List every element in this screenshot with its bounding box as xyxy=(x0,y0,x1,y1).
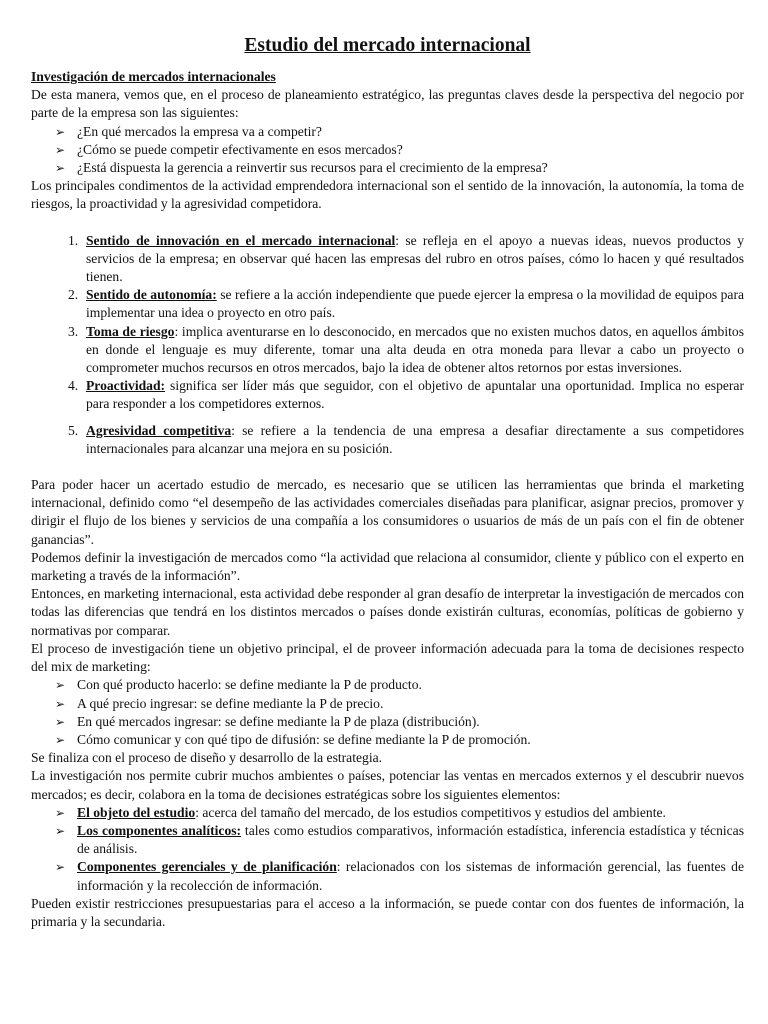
list-item: ➢ Con qué producto hacerlo: se define mediante la P de producto. xyxy=(55,676,744,694)
numbered-list xyxy=(31,232,744,458)
research-paragraph: La investigación nos permite cubrir muchos ambientes o países, potenciar las ventas en mercados externos y el descubrir nuevos mercados; es decir, colabora en la toma de decisiones estratégicas sobre los siguientes elementos: xyxy=(31,768,744,802)
term: Los componentes analíticos: xyxy=(77,822,242,838)
objective-paragraph: El proceso de investigación tiene un objetivo principal, el de proveer información adecuada para la toma de decisiones respecto del mix de marketing: xyxy=(31,640,744,675)
list-item: ➢ Cómo comunicar y con qué tipo de difusión: se define mediante la P de promoción. xyxy=(55,731,744,749)
list-item: ➢ ¿Cómo se puede competir efectivamente en esos mercados? xyxy=(55,141,744,159)
arrow-bullet-icon: ➢ xyxy=(55,696,66,711)
term: Sentido de autonomía: xyxy=(86,287,217,303)
intro-paragraph: De esta manera, vemos que, en el proceso de planeamiento estratégico, las preguntas claves desde la perspectiva del negocio por parte de la empresa son las siguientes: xyxy=(31,87,744,121)
restrictions-paragraph: Pueden existir restricciones presupuestarias para el acceso a la información, se puede contar con dos fuentes de información, la primaria y la secundaria. xyxy=(31,895,744,929)
arrow-bullet-icon: ➢ xyxy=(55,161,66,176)
list-item: ➢ El objeto del estudio: acerca del tamaño del mercado, de los estudios competitivos y estudios del ambiente. xyxy=(55,804,744,822)
term: El objeto del estudio xyxy=(77,804,196,820)
term: Toma de riesgo xyxy=(86,323,175,339)
list-item: ➢ ¿Está dispuesta la gerencia a reinvertir sus recursos para el crecimiento de la empresa? xyxy=(55,159,744,177)
arrow-bullet-icon: ➢ xyxy=(55,732,66,747)
list-item: ➢ A qué precio ingresar: se define mediante la P de precio. xyxy=(55,695,744,713)
marketing-paragraph: Para poder hacer un acertado estudio de mercado, es necesario que se utilicen las herramientas que brinda el marketing internacional, definido como “el desempeño de las actividades comerciales diseñadas para planificar, asignar precios, promover y dirigir el flujo de los bienes y servicios de una compañía a los consumidores o usuarios de más de un país con el fin de obtener ganancias”. xyxy=(31,477,744,547)
arrow-bullet-icon: ➢ xyxy=(55,823,66,838)
list-item: 2. Sentido de autonomía: se refiere a la acción independiente que puede ejercer la empresa o la movilidad de equipos para implementar una idea o proyecto en otro país. xyxy=(68,287,744,321)
arrow-bullet-icon: ➢ xyxy=(55,142,66,157)
term: Sentido de innovación en el mercado internacional xyxy=(86,232,396,248)
list-item: ➢ Los componentes analíticos: tales como estudios comparativos, información estadística, inferencia estadística y técnicas de análisis. xyxy=(55,822,744,857)
elements-list xyxy=(31,804,744,895)
arrow-bullet-icon: ➢ xyxy=(55,714,66,729)
list-item: 3. Toma de riesgo: implica aventurarse en lo desconocido, en mercados que no existen muchos datos, en aquellos ámbitos en donde el lenguaje es muy diferente, tomar una alta deuda en otra moneda para llevar a cabo un proyecto o comprometer muchos recursos en otros mercados, bajo la idea de obtener altos retornos por estas inversiones. xyxy=(68,323,744,376)
term: Proactividad: xyxy=(86,378,166,394)
term: Agresividad competitiva xyxy=(86,422,232,438)
arrow-bullet-icon: ➢ xyxy=(55,805,66,820)
list-item: 1. Sentido de innovación en el mercado internacional: se refleja en el apoyo a nuevas ideas, nuevos productos y servicios de la empresa; en observar qué hacen las empresas del rubro en otros países, cómo lo hacen y qué resultados tienen. xyxy=(68,232,744,285)
list-item: 5. Agresividad competitiva: se refiere a la tendencia de una empresa a desafiar directamente a sus competidores internacionales para alcanzar una mejora en su posición. xyxy=(68,422,744,456)
challenge-paragraph: Entonces, en marketing internacional, esta actividad debe responder al gran desafío de interpretar la investigación de mercados con todas las diferencias que tendrá en los distintos mercados o países donde existirán culturas, economías, políticas de gobierno y normativas por comparar. xyxy=(31,586,745,638)
definition-paragraph: Podemos definir la investigación de mercados como “la actividad que relaciona al consumidor, cliente y público con el experto en marketing a través de la información”. xyxy=(31,549,744,584)
strategy-paragraph: Se finaliza con el proceso de diseño y desarrollo de la estrategia. xyxy=(31,750,383,766)
list-item: ➢ Componentes gerenciales y de planificación: relacionados con los sistemas de información gerencial, las fuentes de información y la recolección de información. xyxy=(55,859,744,893)
arrow-bullet-icon: ➢ xyxy=(55,124,66,139)
arrow-bullet-icon: ➢ xyxy=(55,678,66,693)
document-content xyxy=(31,34,744,931)
condiments-paragraph: Los principales condimentos de la actividad emprendedora internacional son el sentido de la innovación, la autonomía, la toma de riesgos, la proactividad y la agresividad competidora. xyxy=(31,178,744,212)
questions-list xyxy=(31,123,744,178)
term: Componentes gerenciales y de planificación xyxy=(77,859,337,875)
mix-list xyxy=(31,676,744,749)
section-heading: Investigación de mercados internacionales xyxy=(31,69,276,84)
list-item: ➢ ¿En qué mercados la empresa va a competir? xyxy=(55,123,744,141)
list-item: ➢ En qué mercados ingresar: se define mediante la P de plaza (distribución). xyxy=(55,713,744,731)
arrow-bullet-icon: ➢ xyxy=(55,860,66,875)
list-item: 4. Proactividad: significa ser líder más que seguidor, con el objetivo de apuntalar una oportunidad. Implica no esperar para responder a los competidores externos. xyxy=(68,378,744,412)
page-title: Estudio del mercado internacional xyxy=(244,35,531,56)
